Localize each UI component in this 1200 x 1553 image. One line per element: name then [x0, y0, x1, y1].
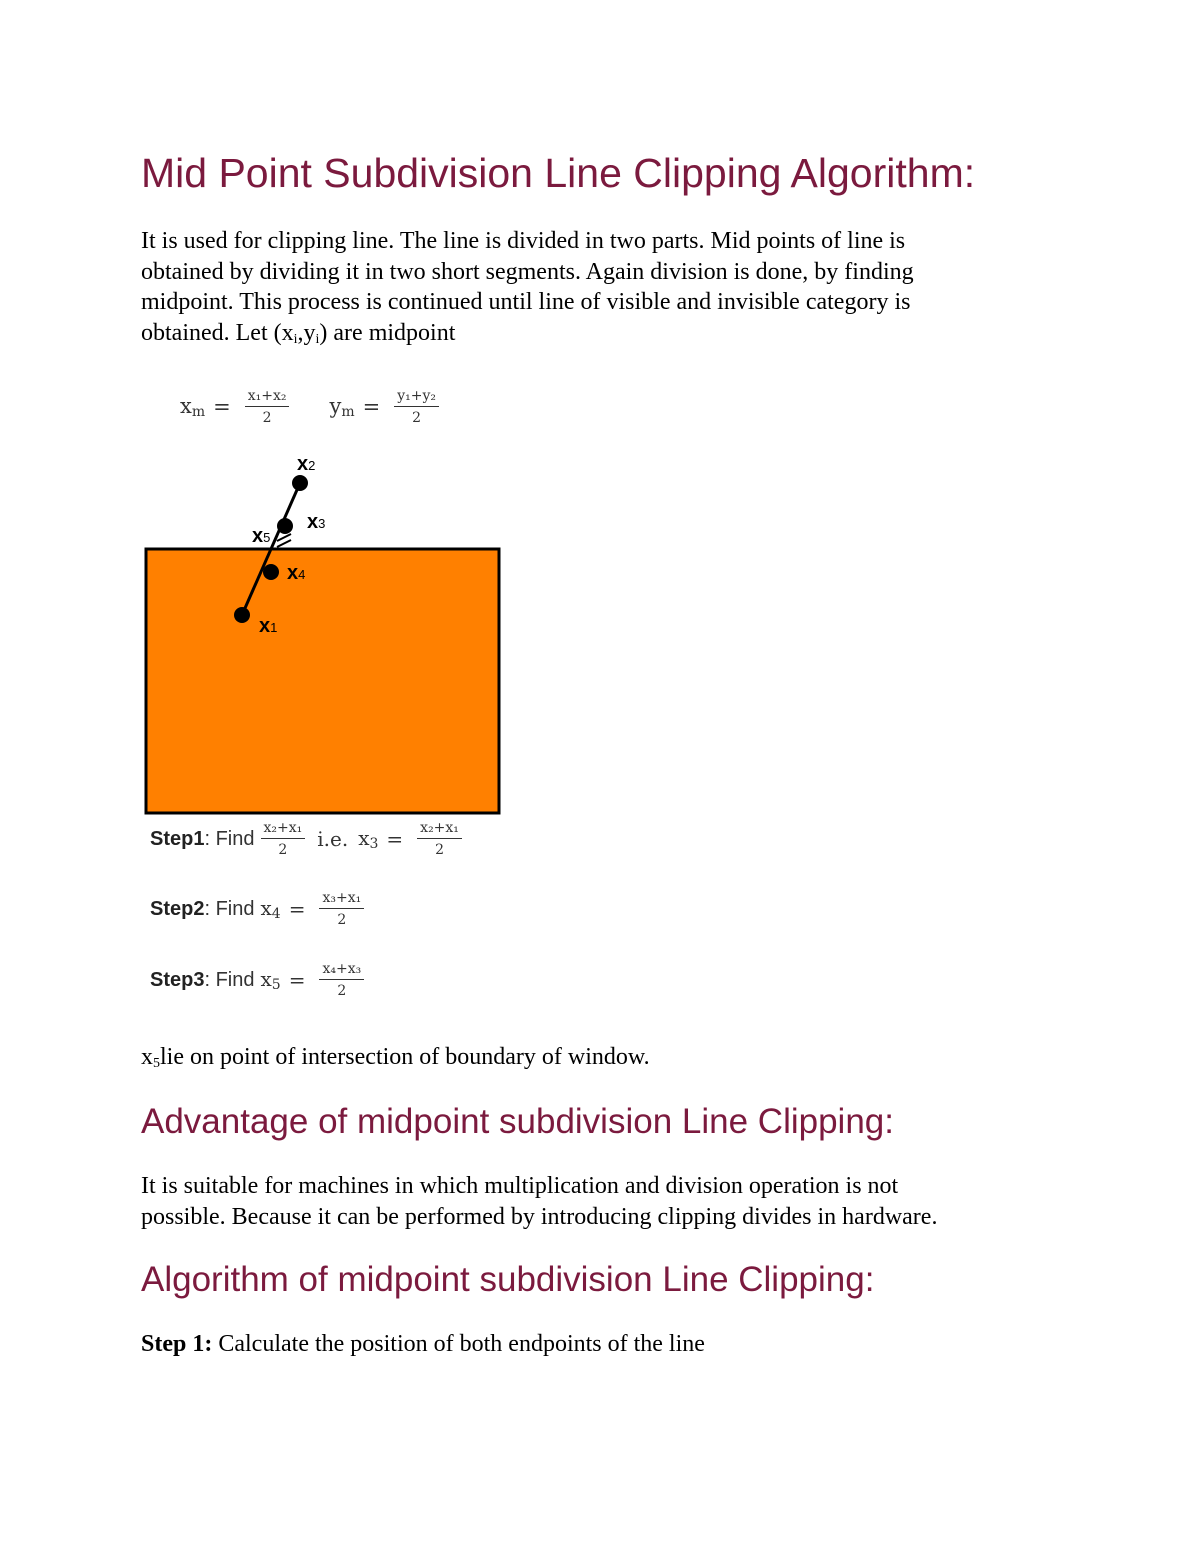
step-text: Calculate the position of both endpoints of the line [212, 1331, 705, 1357]
denominator: 2 [435, 841, 444, 858]
denominator: 2 [262, 409, 272, 426]
subscript: m [191, 404, 206, 421]
subscript: m [341, 404, 355, 421]
algorithm-step1-line [141, 1329, 1041, 1360]
step-text: : Find [204, 827, 255, 850]
step-label: Step1 [150, 827, 205, 850]
clipping-diagram [140, 448, 510, 820]
advantage-paragraph [141, 1171, 1041, 1232]
label-x5: x5 [252, 525, 271, 547]
midpoint-formula [180, 388, 445, 427]
label-x2: x2 [297, 453, 316, 475]
numerator: x₂+x₁ [417, 820, 462, 839]
step3-var [261, 967, 281, 993]
page-title: Mid Point Subdivision Line Clipping Algorithm: [141, 150, 976, 196]
x5-note [141, 1042, 1041, 1080]
step-label: Step 1: [141, 1331, 213, 1357]
point-x1 [234, 607, 250, 623]
step3-formula [150, 961, 370, 1000]
numerator: x₂+x₁ [261, 820, 306, 839]
numerator: x₁+x₂ [245, 388, 290, 407]
subscript: i [315, 331, 320, 347]
equals-sign: = [386, 827, 404, 852]
denominator: 2 [278, 841, 288, 858]
intro-paragraph [141, 226, 1041, 355]
point-x4 [263, 564, 279, 580]
subscript: 5 [271, 977, 281, 994]
algorithm-step1 [141, 1329, 1041, 1360]
intro-line: It is used for clipping line. The line is divided in two parts. Mid points of line is [141, 228, 906, 254]
x5-note-line [141, 1042, 1041, 1080]
step-label: Step3 [150, 968, 205, 991]
denominator: 2 [412, 409, 422, 426]
algorithm-heading: Algorithm of midpoint subdivision Line Clipping: [141, 1260, 875, 1299]
subscript: 4 [271, 906, 281, 923]
advantage-line: It is suitable for machines in which multiplication and division operation is not [141, 1173, 899, 1199]
intro-text: ,y [297, 319, 316, 346]
var: x [260, 896, 272, 921]
ie-text: i.e. [317, 827, 349, 852]
intro-line [141, 318, 1041, 356]
intro-text: obtained. Let (x [141, 319, 294, 346]
xm-fraction [245, 388, 290, 427]
subscript: 3 [369, 836, 379, 853]
note-text: lie on point of intersection of boundary of window. [160, 1044, 650, 1070]
var: x [260, 967, 272, 992]
step1-fraction [417, 820, 462, 859]
numerator: x₃+x₁ [319, 890, 364, 909]
equals-sign: = [288, 968, 306, 993]
equals-sign: = [362, 395, 381, 420]
step-label: Step2 [150, 897, 205, 920]
step-text: : Find [204, 897, 255, 920]
intro-text: ) are midpoint [319, 319, 456, 346]
var: x [141, 1044, 153, 1070]
step2-formula [150, 890, 370, 929]
step1-fraction [261, 820, 306, 859]
equals-sign: = [213, 395, 231, 420]
step2-fraction [319, 890, 364, 929]
ym-fraction [394, 388, 439, 427]
intro-line: obtained by dividing it in two short segments. Again division is done, by finding [141, 258, 914, 285]
point-x3 [277, 518, 293, 534]
ym-var: y [329, 394, 342, 419]
step2-var [261, 896, 281, 922]
xm-symbol [180, 394, 205, 420]
numerator: x₄+x₃ [319, 961, 364, 980]
step-text: : Find [204, 968, 255, 991]
step1-var [358, 826, 378, 852]
xm-var: x [180, 394, 192, 419]
advantage-heading: Advantage of midpoint subdivision Line Clipping: [141, 1102, 894, 1141]
point-x2 [292, 475, 308, 491]
step3-fraction [319, 961, 364, 1000]
step1-formula [150, 820, 468, 859]
numerator: y₁+y₂ [394, 388, 439, 407]
subscript: 5 [153, 1056, 160, 1071]
label-x3: x3 [307, 511, 326, 533]
equals-sign: = [288, 897, 306, 922]
subscript: i [293, 331, 298, 347]
label-x4: x4 [287, 562, 306, 584]
denominator: 2 [337, 982, 347, 999]
clipping-window [146, 549, 499, 813]
denominator: 2 [337, 911, 347, 928]
advantage-line: possible. Because it can be performed by introducing clipping divides in hardware. [141, 1203, 938, 1230]
intro-line: midpoint. This process is continued until line of visible and invisible category is [141, 289, 911, 315]
ym-symbol [329, 394, 354, 420]
label-x1: x1 [259, 615, 278, 637]
var: x [358, 826, 370, 851]
